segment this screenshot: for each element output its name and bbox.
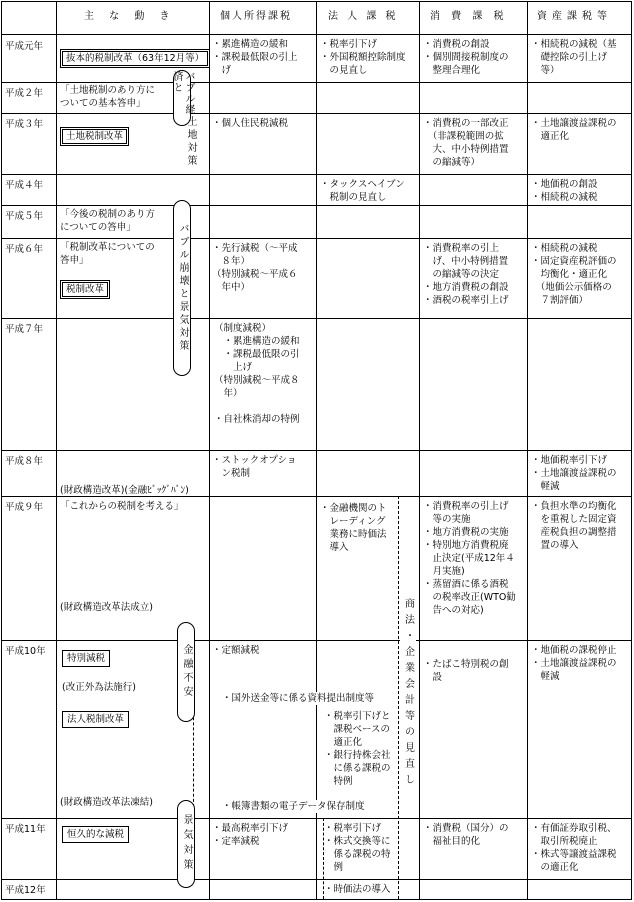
income-y11: ・最高税率引下げ ・定率減税 (212, 823, 289, 847)
income-y10-span1: ・国外送金等に係る資料提出制度等 (222, 693, 375, 704)
corporate-y1: ・税率引下げ ・外国税額控除制度 の見直し (320, 39, 406, 76)
event-text: 「今後の税制のあり方 についての答申」 (60, 209, 156, 233)
income-y3: ・個人住民税減税 (212, 118, 289, 129)
year-label: 平成２年 (5, 88, 44, 99)
event-text: 「土地税制のあり方に ついての基本答申」 (60, 85, 156, 109)
consumption-y9: ・消費税率の引上げ 等の実施 ・地方消費税の実施 ・特別地方消費税廃 止決定(平成12年４ 月実施) ・蒸留酒に係る酒税 の税率改正(WTO勧 告への対応) (423, 501, 516, 616)
header-divider (1, 34, 632, 35)
assets-y1: ・相続税の減税（基 礎控除の引上げ 等） (531, 39, 617, 76)
income-y6: ・先行減税（～平成 ８年） （特別減税～平成６ 年中） (212, 243, 298, 293)
row-divider (1, 879, 632, 880)
row-divider (1, 818, 632, 819)
year-label: 平成11年 (5, 824, 46, 835)
consumption-y3: ・消費税の一部改正 （非課税範囲の拡 大、中小特例措置 の縮減等） (423, 118, 509, 168)
row-divider (1, 113, 632, 114)
corporate-y10: ・税率引下げと 課税ベースの 適正化 ・銀行持株会社 に係る課税の 特例 (324, 711, 391, 787)
row-divider (1, 174, 632, 175)
year-label: 平成５年 (5, 211, 44, 222)
event-text: (財政構造改革法成立) (60, 602, 153, 613)
corporate-y9: ・金融機関のト レーディング 業務に時価法 導入 (320, 503, 387, 553)
year-label: 平成３年 (5, 119, 44, 130)
corporate-y11: ・税率引下げ ・株式交換等に 係る課税の特 例 (324, 823, 391, 873)
event-text: 「これからの税制を考える」 (60, 501, 184, 512)
consumption-y1: ・消費税の創設 ・個別間接税制度の 整理合理化 (423, 39, 509, 76)
header-corporate: 法 人 課 税 (328, 11, 399, 22)
event-text: (財政構造改革)(金融ﾋﾞｯｸﾞﾊﾞﾝ) (60, 485, 189, 496)
income-y7: （制度減税） ・累進構造の緩和 ・課税最低限の引 上げ （特別減税～平成８ 年） ・自社株消却の特例 (214, 323, 300, 425)
event-text: 「税制改革についての 答申」 (60, 242, 155, 266)
year-label: 平成８年 (5, 456, 44, 467)
year-label: 平成７年 (5, 324, 44, 335)
header-consumption: 消 費 課 税 (430, 11, 508, 22)
pill-label: バブル経済と (171, 71, 194, 115)
income-y10-span2: ・帳簿書類の電子データ保存制度 (222, 801, 365, 812)
pill-financial-unrest (177, 622, 195, 722)
assets-y3: ・土地譲渡益課税の 適正化 (531, 118, 617, 142)
pill-economic-measures (177, 800, 195, 888)
corporate-y4: ・タックスヘイブン 税制の見直し (320, 179, 405, 203)
consumption-y10: ・たばこ特別税の創 設 (423, 659, 509, 683)
pill-land-policy (182, 100, 198, 184)
pill-bubble-collapse (173, 200, 191, 376)
assets-y8: ・地価税率引下げ ・土地譲渡益課税の 軽減 (531, 455, 617, 492)
income-y8: ・ストックオプショ ン税制 (212, 455, 297, 479)
assets-y10: ・地価税の課税停止 ・土地譲渡益課税の 軽減 (531, 645, 617, 682)
corporate-y12: ・時価法の導入 (324, 884, 391, 895)
pill-label: バブル崩壊と景気対策 (177, 223, 188, 353)
header-assets: 資産課税等 (537, 11, 612, 22)
pill-label: 金融不安 (181, 644, 192, 700)
event-text: (改正外為法施行) (62, 682, 136, 693)
row-divider (1, 238, 632, 239)
row-divider (1, 450, 632, 451)
year-label: 平成９年 (5, 502, 44, 513)
row-divider (1, 640, 632, 641)
year-label: 平成元年 (5, 41, 44, 52)
dashed-divider (398, 496, 399, 899)
pill-label: 土地対策 (185, 116, 196, 168)
income-y1: ・累進構造の緩和 ・課税最低限の引上 げ (212, 39, 298, 76)
header-income: 個人所得課税 (220, 11, 292, 22)
vertical-label: 商法・企業会計等の見直し (402, 598, 414, 790)
pill-label: 景気対策 (181, 814, 192, 874)
event-box-special-tax-cut: 特別減税 (62, 650, 110, 667)
event-box-land-tax: 土地税制改革 (60, 127, 129, 146)
event-box-corporate-reform: 法人税制改革 (62, 711, 129, 728)
event-box-tax-reform: 抜本的税制改革（63年12月等） (60, 49, 210, 68)
row-divider (1, 205, 632, 206)
assets-y6: ・相続税の減税 ・固定資産税評価の 均衡化・適正化 （地価公示価格の ７割評価） (531, 243, 617, 306)
year-label: 平成10年 (5, 646, 46, 657)
assets-y11: ・有価証券取引税、 取引所税廃止 ・株式等譲渡益課税 の適正化 (531, 823, 617, 873)
consumption-y6: ・消費税率の引上 げ、中小特例措置 の縮減等の決定 ・地方消費税の創設 ・酒税の税率引上げ (423, 243, 509, 306)
row-divider (1, 318, 632, 319)
year-label: 平成６年 (5, 244, 44, 255)
event-box-tax-reform-2: 税制改革 (60, 280, 110, 299)
year-label: 平成12年 (5, 885, 46, 896)
assets-y9: ・負担水準の均衡化 を重視した固定資 産税負担の調整措 置の導入 (531, 501, 617, 551)
consumption-y11: ・消費税（国分）の 福祉目的化 (423, 823, 509, 847)
event-box-permanent-tax-cut: 恒久的な減税 (62, 826, 129, 843)
row-divider (1, 82, 632, 83)
event-text: (財政構造改革法凍結) (60, 797, 153, 808)
header-events: 主 な 動 き (84, 11, 176, 22)
income-y10: ・定額減税 (212, 645, 260, 656)
corporate-vertical-note (400, 598, 416, 808)
dashed-divider (193, 707, 194, 807)
assets-y4: ・地価税の創設 ・相続税の減税 (531, 179, 598, 203)
year-label: 平成４年 (5, 180, 44, 191)
